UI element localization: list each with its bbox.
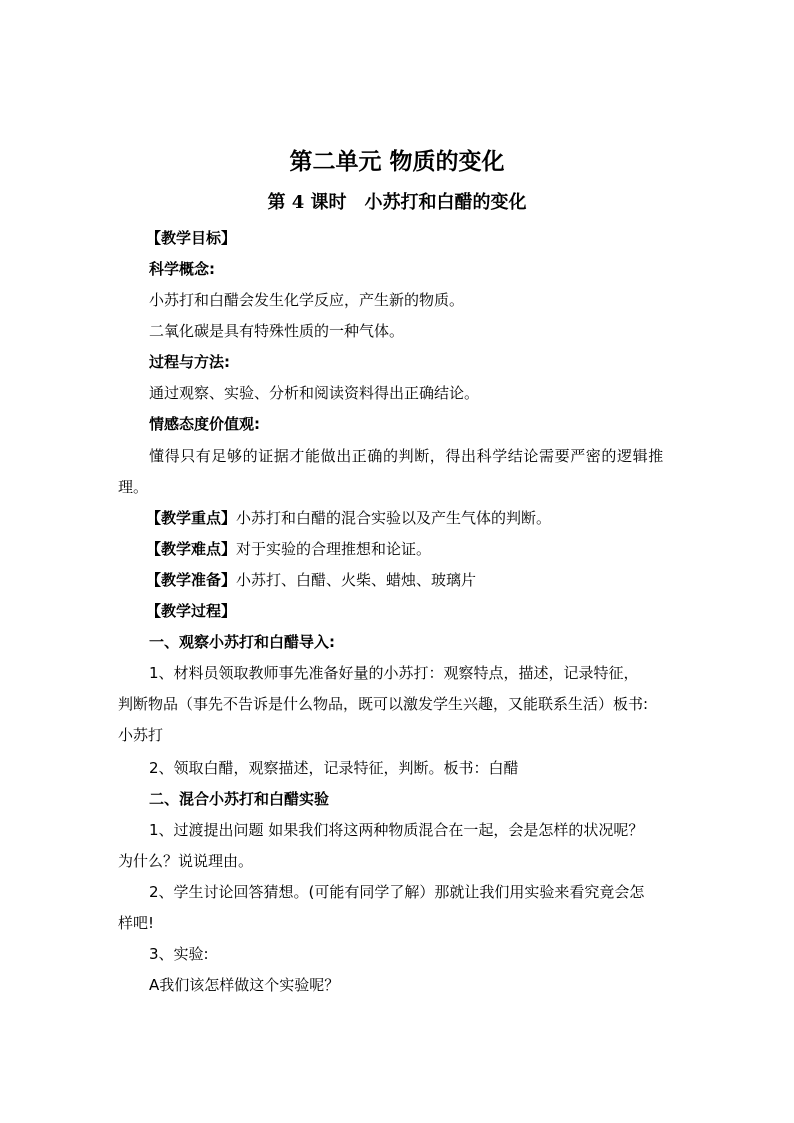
attitude-line-1: 懂得只有足够的证据才能做出正确的判断，得出科学结论需要严密的逻辑推 bbox=[149, 447, 664, 465]
process-method-heading: 过程与方法: bbox=[149, 353, 230, 371]
preparation-line bbox=[146, 570, 476, 590]
section-2-item-2-line-1: 2、学生讨论回答猜想。(可能有同学了解）那就让我们用实验来看究竟会怎 bbox=[149, 883, 645, 901]
section-2-item-1-line-2: 为什么？说说理由。 bbox=[118, 852, 254, 870]
section-2-item-3-line-1: 3、实验: bbox=[149, 945, 209, 963]
difficulty-line bbox=[146, 539, 431, 559]
concept-line-1: 小苏打和白醋会发生化学反应，产生新的物质。 bbox=[149, 291, 465, 309]
concept-line-2: 二氧化碳是具有特殊性质的一种气体。 bbox=[149, 322, 405, 340]
section-2-item-1-line-1: 1、过渡提出问题 如果我们将这两种物质混合在一起，会是怎样的状况呢？ bbox=[149, 821, 644, 839]
section-2-item-2-line-2: 样吧! bbox=[118, 914, 155, 932]
section-1-item-1-line-3: 小苏打 bbox=[118, 726, 164, 744]
process-method-line: 通过观察、实验、分析和阅读资料得出正确结论。 bbox=[149, 384, 480, 402]
section-2-item-3-line-2: A我们该怎样做这个实验呢？ bbox=[149, 976, 340, 994]
section-2-heading: 二、混合小苏打和白醋实验 bbox=[149, 790, 330, 808]
section-1-heading: 一、观察小苏打和白醋导入: bbox=[149, 633, 335, 651]
section-1-item-2-line-1: 2、领取白醋，观察描述，记录特征，判断。板书：白醋 bbox=[149, 759, 519, 777]
preparation-text: 小苏打、白醋、火柴、蜡烛、玻璃片 bbox=[236, 571, 477, 589]
teaching-objectives-heading: 【教学目标】 bbox=[146, 229, 237, 247]
attitude-heading: 情感态度价值观: bbox=[149, 415, 260, 433]
key-point-text: 小苏打和白醋的混合实验以及产生气体的判断。 bbox=[236, 509, 552, 527]
attitude-line-2: 理。 bbox=[118, 478, 149, 496]
science-concept-heading: 科学概念: bbox=[149, 260, 215, 278]
unit-title: 第二单元 物质的变化 bbox=[289, 148, 505, 175]
difficulty-label: 【教学难点】 bbox=[146, 540, 237, 558]
teaching-process-heading: 【教学过程】 bbox=[146, 602, 237, 620]
key-point-line bbox=[146, 508, 551, 528]
section-1-item-1-line-1: 1、材料员领取教师事先准备好量的小苏打：观察特点，描述，记录特征， bbox=[149, 664, 639, 682]
lesson-title: 第 4 课时 小苏打和白醋的变化 bbox=[267, 192, 527, 213]
difficulty-text: 对于实验的合理推想和论证。 bbox=[236, 540, 432, 558]
key-point-label: 【教学重点】 bbox=[146, 509, 237, 527]
section-1-item-1-line-2: 判断物品（事先不告诉是什么物品，既可以激发学生兴趣，又能联系生活）板书: bbox=[118, 695, 649, 713]
preparation-label: 【教学准备】 bbox=[146, 571, 237, 589]
